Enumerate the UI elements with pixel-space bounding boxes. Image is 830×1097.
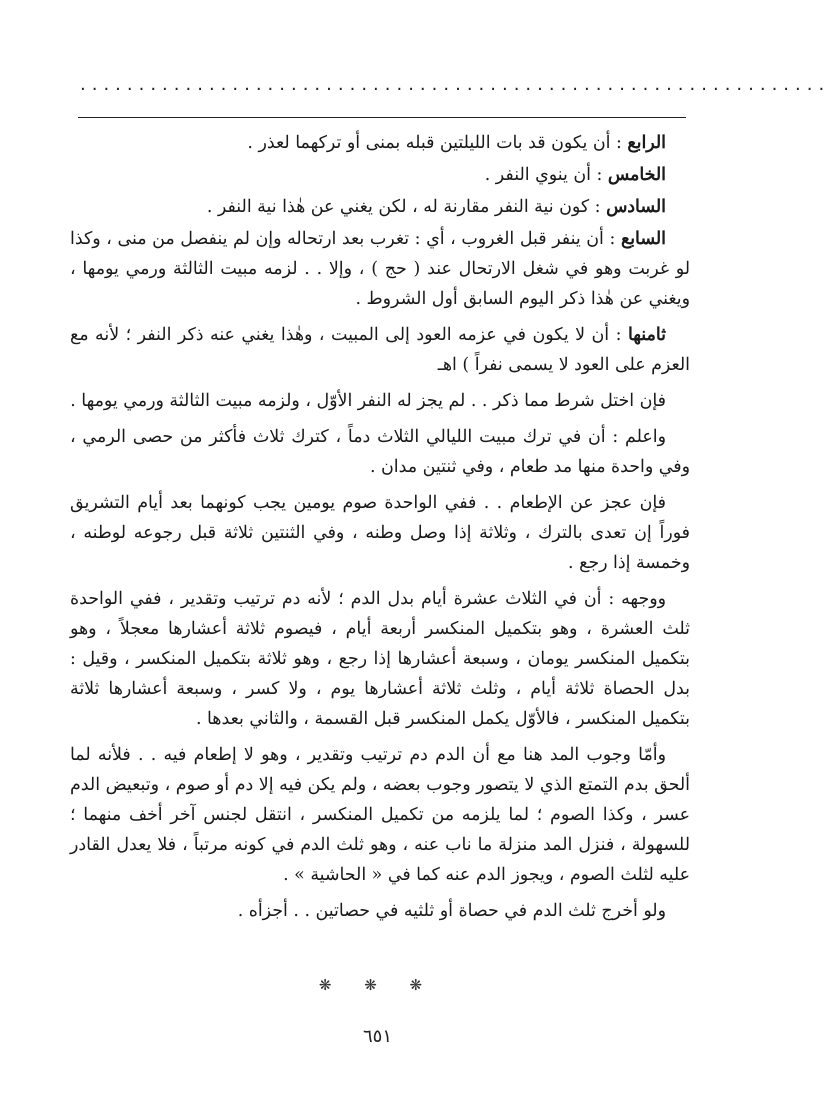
- paragraph-text: : كون نية النفر مقارنة له ، لكن يغني عن هٰذا نية النفر .: [206, 197, 607, 217]
- page-body: [70, 128, 690, 932]
- paragraph-text: ولو أخرج ثلث الدم في حصاة أو ثلثيه في حصاتين . . أجزأه .: [237, 901, 666, 921]
- paragraph: [70, 160, 690, 190]
- paragraph: [70, 224, 690, 314]
- section-divider-stars: ❋ ❋ ❋: [318, 976, 437, 994]
- paragraph: [70, 488, 690, 578]
- paragraph-lead: السابع: [620, 229, 666, 249]
- paragraph: [70, 422, 690, 482]
- paragraph-lead: الخامس: [607, 165, 666, 185]
- paragraph-text: فإن عجز عن الإطعام . . ففي الواحدة صوم يومين يجب كونهما بعد أيام التشريق فوراً إن تعدى بالترك ، وثلاثة إذا وصل وطنه ، وفي الثنتين ثلاثة قبل رجوعه لوطنه ، وخمسة إذا رجع .: [70, 493, 690, 573]
- page-number: ٦٥١: [362, 1026, 392, 1047]
- paragraph-text: : أن لا يكون في عزمه العود إلى المبيت ، وهٰذا يغني عنه ذكر النفر ؛ لأنه مع العزم على العود لا يسمى نفراً ) اهـ: [70, 325, 690, 375]
- header-rule: [78, 117, 686, 118]
- paragraph-text: : أن ينوي النفر .: [484, 165, 608, 185]
- paragraph: [70, 896, 690, 926]
- paragraph: [70, 128, 690, 158]
- paragraph-text: : أن يكون قد بات الليلتين قبله بمنى أو تركهما لعذر .: [247, 133, 628, 153]
- header-dots: ................................................................: [80, 74, 830, 95]
- paragraph: [70, 192, 690, 222]
- paragraph: [70, 584, 690, 734]
- paragraph: [70, 386, 690, 416]
- paragraph: [70, 740, 690, 890]
- paragraph: [70, 320, 690, 380]
- paragraph-text: وأمّا وجوب المد هنا مع أن الدم دم ترتيب وتقدير ، وهو لا إطعام فيه . . فلأنه لما ألحق بدم التمتع الذي لا يتصور وجوب بعضه ، ولم يكن فيه إلا دم أو صوم ، وتبعيض الدم عسر ، وكذا الصوم ؛ لما يلزمه من تكميل المنكسر ، انتقل لجنس آخر أخف منهما ؛ للسهولة ، فنزل المد منزلة ما ناب عنه ، وهو ثلث الدم في كونه مرتباً ، فلا يعدل القادر عليه لثلث الصوم ، ويجوز الدم عنه كما في « الحاشية » .: [70, 745, 690, 885]
- paragraph-lead: الرابع: [627, 133, 666, 153]
- paragraph-lead: ثامنها: [627, 325, 666, 345]
- paragraph-text: : أن ينفر قبل الغروب ، أي : تغرب بعد ارتحاله وإن لم ينفصل من منى ، وكذا لو غربت وهو في شغل الارتحال عند ( حج ) ، وإلا . . لزمه مبيت الثالثة ورمي يومها ، ويغني عن هٰذا ذكر اليوم السابق أول الشروط .: [70, 229, 690, 309]
- paragraph-lead: السادس: [606, 197, 666, 217]
- paragraph-text: فإن اختل شرط مما ذكر . . لم يجز له النفر الأوّل ، ولزمه مبيت الثالثة ورمي يومها .: [70, 391, 666, 411]
- paragraph-text: واعلم : أن في ترك مبيت الليالي الثلاث دماً ، كترك ثلاث فأكثر من حصى الرمي ، وفي واحدة منها مد طعام ، وفي ثنتين مدان .: [70, 427, 690, 477]
- paragraph-text: ووجهه : أن في الثلاث عشرة أيام بدل الدم ؛ لأنه دم ترتيب وتقدير ، ففي الواحدة ثلث العشرة ، وهو بتكميل المنكسر أربعة أيام ، فيصوم ثلاثة أعشارها معجلاً ، وهو بتكميل المنكسر يومان ، وسبعة أعشارها إذا رجع ، وهو ثلاثة بتكميل المنكسر ، وقيل : بدل الحصاة ثلاثة أيام ، وثلث ثلاثة أعشارها يوم ، ولا كسر ، وسبعة أعشارها ثلاثة بتكميل المنكسر ، فالأوّل يكمل المنكسر قبل القسمة ، والثاني بعدها .: [70, 589, 690, 729]
